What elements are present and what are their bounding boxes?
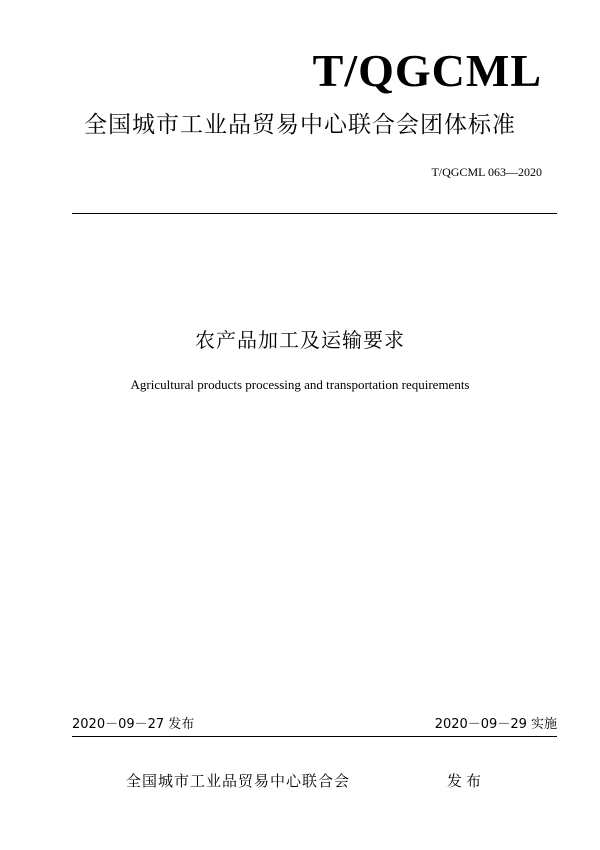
organization-title: 全国城市工业品贸易中心联合会团体标准: [84, 112, 516, 138]
header-divider: [72, 213, 557, 214]
document-title-english: Agricultural products processing and transportation requirements: [130, 377, 470, 392]
publisher-name: 全国城市工业品贸易中心联合会: [126, 772, 351, 790]
implement-date: 2020－09－29 实施: [434, 717, 557, 732]
document-title-chinese: 农产品加工及运输要求: [195, 328, 405, 352]
standard-logo: T/QGCML: [312, 45, 542, 96]
issue-date: 2020－09－27 发布: [72, 717, 195, 732]
date-divider: [72, 736, 557, 737]
standard-code: T/QGCML 063—2020: [431, 165, 542, 179]
publish-label: 发布: [447, 772, 486, 790]
